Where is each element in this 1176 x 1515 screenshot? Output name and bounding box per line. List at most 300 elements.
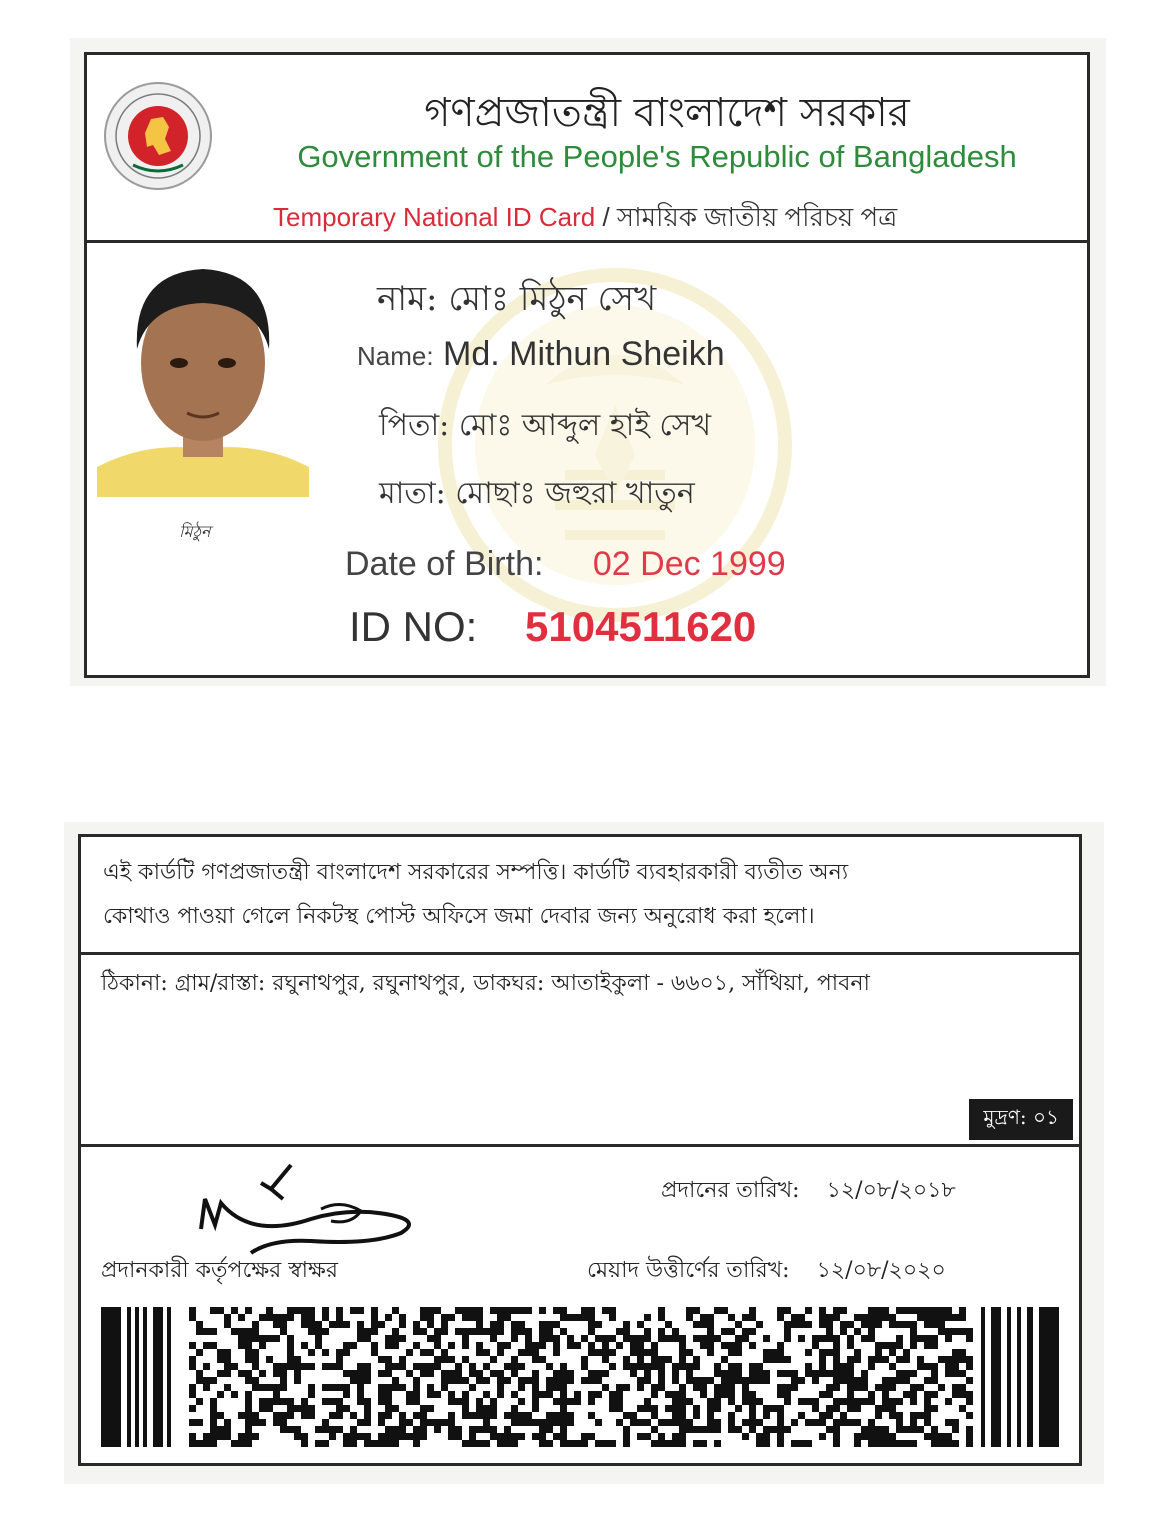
barcode-module [427,1363,434,1370]
barcode-module [532,1342,539,1349]
barcode-module [700,1384,707,1391]
barcode-module [938,1321,945,1328]
barcode-module [644,1370,651,1377]
barcode-module [392,1426,399,1433]
barcode-module [602,1335,609,1342]
barcode-module [812,1405,819,1412]
barcode-module [749,1363,756,1370]
barcode-module [539,1426,546,1433]
barcode-module [301,1433,308,1440]
barcode-module [245,1328,252,1335]
barcode-module [637,1356,644,1363]
barcode-module [581,1363,588,1370]
barcode-module [854,1356,861,1363]
barcode-module [616,1398,623,1405]
barcode-module [315,1440,322,1447]
barcode-module [153,1307,163,1447]
barcode-module [819,1335,826,1342]
barcode-module [420,1426,427,1433]
barcode-module [777,1349,784,1356]
barcode-module [931,1307,938,1314]
barcode-module [336,1321,343,1328]
barcode-module [763,1370,770,1377]
barcode-module [742,1328,749,1335]
barcode-module [602,1370,609,1377]
barcode-module [378,1412,385,1419]
barcode-module [301,1398,308,1405]
barcode-module [532,1433,539,1440]
barcode-module [644,1405,651,1412]
barcode-module [301,1321,308,1328]
id-card-back [78,834,1082,1466]
barcode-module [889,1433,896,1440]
barcode-module [791,1419,798,1426]
barcode-module [742,1335,749,1342]
barcode-module [735,1377,742,1384]
barcode-module [868,1356,875,1363]
barcode-module [371,1342,378,1349]
barcode-module [427,1335,434,1342]
barcode-module [560,1384,567,1391]
barcode-module [861,1433,868,1440]
barcode-module [420,1370,427,1377]
barcode-module [889,1349,896,1356]
barcode-module [588,1349,595,1356]
barcode-module [385,1391,392,1398]
barcode-module [616,1342,623,1349]
barcode-module [847,1335,854,1342]
barcode-module [595,1335,602,1342]
barcode-module [406,1433,413,1440]
name-bangla-label: নাম: [377,279,438,319]
barcode-module [504,1433,511,1440]
barcode-module [343,1370,350,1377]
barcode-module [476,1314,483,1321]
barcode-module [245,1349,252,1356]
barcode-module [476,1440,483,1447]
barcode-module [742,1433,749,1440]
barcode-module [826,1328,833,1335]
barcode-module [658,1419,665,1426]
barcode-module [518,1377,525,1384]
barcode-module [826,1370,833,1377]
barcode-module [721,1356,728,1363]
barcode-module [707,1342,714,1349]
barcode-module [252,1349,259,1356]
barcode-module [245,1370,252,1377]
barcode-module [329,1412,336,1419]
barcode-module [945,1433,952,1440]
barcode-module [490,1370,497,1377]
barcode-module [546,1335,553,1342]
barcode-module [238,1433,245,1440]
barcode-module [812,1335,819,1342]
barcode-module [896,1335,903,1342]
barcode-module [875,1440,882,1447]
barcode-module [952,1419,959,1426]
expiry-date-value: ১২/০৮/২০২০ [816,1258,946,1283]
barcode-module [546,1363,553,1370]
barcode-module [889,1440,896,1447]
barcode-module [448,1356,455,1363]
barcode-module [343,1342,350,1349]
barcode-module [238,1314,245,1321]
barcode-module [420,1314,427,1321]
barcode-module [322,1314,329,1321]
barcode-module [588,1321,595,1328]
barcode-module [679,1412,686,1419]
barcode-module [301,1405,308,1412]
barcode-module [574,1391,581,1398]
barcode-module [812,1370,819,1377]
barcode-module [483,1412,490,1419]
barcode-module [833,1307,840,1314]
barcode-module [385,1363,392,1370]
barcode-module [301,1412,308,1419]
barcode-module [378,1398,385,1405]
barcode-module [273,1412,280,1419]
barcode-module [490,1356,497,1363]
barcode-module [385,1412,392,1419]
barcode-module [981,1307,985,1447]
barcode-module [567,1419,574,1426]
barcode-module [735,1426,742,1433]
barcode-module [357,1377,364,1384]
barcode-module [714,1391,721,1398]
barcode-module [945,1356,952,1363]
barcode-module [896,1398,903,1405]
barcode-module [301,1363,308,1370]
barcode-module [392,1335,399,1342]
expiry-date-label: মেয়াদ উত্তীর্ণের তারিখ: [587,1258,790,1283]
barcode-module [462,1377,469,1384]
barcode-module [784,1426,791,1433]
barcode-module [763,1349,770,1356]
barcode-module [819,1370,826,1377]
barcode-module [868,1321,875,1328]
barcode-module [889,1342,896,1349]
barcode-module [385,1370,392,1377]
barcode-module [532,1398,539,1405]
barcode-module [567,1335,574,1342]
barcode-module [301,1314,308,1321]
barcode-module [371,1328,378,1335]
barcode-module [637,1405,644,1412]
barcode-module [371,1314,378,1321]
barcode-module [364,1377,371,1384]
barcode-module [819,1412,826,1419]
barcode-module [553,1349,560,1356]
barcode-module [315,1342,322,1349]
barcode-module [336,1363,343,1370]
barcode-module [322,1398,329,1405]
barcode-module [322,1349,329,1356]
barcode-module [910,1440,917,1447]
barcode-module [329,1363,336,1370]
barcode-module [385,1426,392,1433]
barcode-module [630,1363,637,1370]
barcode-module [623,1363,630,1370]
barcode-module [651,1391,658,1398]
barcode-module [266,1356,273,1363]
barcode-module [196,1377,203,1384]
barcode-module [875,1405,882,1412]
barcode-module [875,1349,882,1356]
barcode-module [630,1335,637,1342]
barcode-module [259,1314,266,1321]
barcode-module [777,1405,784,1412]
signature-label: প্রদানকারী কর্তৃপক্ষের স্বাক্ষর [101,1258,338,1283]
barcode-module [245,1405,252,1412]
barcode-module [777,1370,784,1377]
barcode-module [707,1398,714,1405]
barcode-module [441,1328,448,1335]
barcode-module [595,1377,602,1384]
barcode-module [812,1342,819,1349]
barcode-module [308,1349,315,1356]
barcode-module [420,1349,427,1356]
barcode-module [805,1363,812,1370]
barcode-module [143,1307,147,1447]
barcode-module [952,1328,959,1335]
barcode-module [924,1363,931,1370]
barcode-module [644,1335,651,1342]
barcode-module [686,1314,693,1321]
barcode-module [336,1398,343,1405]
barcode-module [483,1377,490,1384]
barcode-module [238,1412,245,1419]
barcode-module [763,1335,770,1342]
barcode-module [616,1328,623,1335]
barcode-module [868,1335,875,1342]
barcode-module [245,1342,252,1349]
barcode-module [511,1307,518,1314]
barcode-module [735,1370,742,1377]
barcode-module [763,1440,770,1447]
barcode-module [735,1363,742,1370]
barcode-module [651,1426,658,1433]
barcode-module [462,1328,469,1335]
barcode-module [756,1321,763,1328]
barcode-module [252,1412,259,1419]
barcode-module [728,1349,735,1356]
barcode-module [679,1426,686,1433]
barcode-module [483,1391,490,1398]
barcode-module [196,1419,203,1426]
barcode-module [924,1398,931,1405]
barcode-module [924,1342,931,1349]
barcode-module [798,1377,805,1384]
barcode-module [700,1377,707,1384]
barcode-module [378,1391,385,1398]
barcode-module [805,1370,812,1377]
barcode-module [490,1335,497,1342]
barcode-module [609,1307,616,1314]
barcode-module [833,1384,840,1391]
barcode-module [336,1412,343,1419]
barcode-module [273,1391,280,1398]
barcode-module [553,1321,560,1328]
barcode-module [742,1398,749,1405]
barcode-module [735,1349,742,1356]
barcode-module [553,1307,560,1314]
barcode-module [924,1391,931,1398]
barcode-module [833,1405,840,1412]
barcode-module [917,1412,924,1419]
barcode-module [819,1391,826,1398]
barcode-module [924,1321,931,1328]
barcode-module [882,1384,889,1391]
barcode-module [889,1314,896,1321]
name-bangla-row [377,273,656,330]
barcode-module [399,1335,406,1342]
barcode-module [385,1384,392,1391]
barcode-module [763,1426,770,1433]
barcode-module [952,1356,959,1363]
barcode-module [854,1349,861,1356]
barcode-module [413,1384,420,1391]
barcode-module [448,1398,455,1405]
barcode-module [924,1419,931,1426]
barcode-module [364,1363,371,1370]
barcode-module [497,1342,504,1349]
barcode-module [525,1412,532,1419]
barcode-module [217,1356,224,1363]
barcode-module [280,1321,287,1328]
barcode-module [784,1321,791,1328]
barcode-module [784,1384,791,1391]
barcode-module [210,1419,217,1426]
barcode-module [959,1370,966,1377]
barcode-module [847,1384,854,1391]
barcode-module [357,1363,364,1370]
barcode-module [952,1363,959,1370]
barcode-module [917,1314,924,1321]
barcode-module [749,1328,756,1335]
barcode-module [686,1349,693,1356]
barcode-module [882,1391,889,1398]
barcode-module [448,1412,455,1419]
barcode-module [588,1391,595,1398]
barcode-module [511,1321,518,1328]
barcode-module [651,1384,658,1391]
barcode-module [819,1433,826,1440]
barcode-module [518,1307,525,1314]
barcode-module [532,1405,539,1412]
barcode-module [966,1356,973,1363]
barcode-module [217,1307,224,1314]
barcode-module [497,1307,504,1314]
barcode-module [791,1314,798,1321]
barcode-module [455,1377,462,1384]
barcode-module [707,1405,714,1412]
barcode-module [581,1356,588,1363]
barcode-module [798,1440,805,1447]
barcode-module [910,1307,917,1314]
barcode-module [826,1335,833,1342]
barcode-module [385,1398,392,1405]
barcode-module [833,1314,840,1321]
barcode-module [805,1307,812,1314]
barcode-module [224,1433,231,1440]
barcode-module [525,1307,532,1314]
barcode-module [560,1391,567,1398]
barcode-module [224,1356,231,1363]
barcode-module [637,1349,644,1356]
barcode-module [910,1398,917,1405]
barcode-module [763,1433,770,1440]
barcode-module [847,1405,854,1412]
barcode-module [651,1440,658,1447]
barcode-module [539,1342,546,1349]
barcode-module [539,1419,546,1426]
barcode-module [245,1307,252,1314]
barcode-module [637,1363,644,1370]
barcode-module [399,1314,406,1321]
barcode-module [931,1433,938,1440]
barcode-module [959,1391,966,1398]
barcode-module [434,1426,441,1433]
barcode-module [882,1377,889,1384]
barcode-module [756,1363,763,1370]
barcode-module [784,1335,791,1342]
barcode-module [637,1342,644,1349]
barcode-module [217,1412,224,1419]
barcode-module [966,1433,973,1440]
barcode-module [245,1440,252,1447]
barcode-module [721,1342,728,1349]
barcode-module [847,1342,854,1349]
barcode-module [833,1426,840,1433]
barcode-module [245,1412,252,1419]
barcode-module [644,1433,651,1440]
barcode-module [252,1377,259,1384]
barcode-module [840,1328,847,1335]
barcode-module [497,1314,504,1321]
barcode-module [518,1363,525,1370]
barcode-module [371,1321,378,1328]
barcode-module [763,1412,770,1419]
id-card-front [84,52,1090,678]
barcode-module [273,1321,280,1328]
barcode-module [910,1426,917,1433]
barcode-module [546,1440,553,1447]
barcode-module [448,1342,455,1349]
barcode-module [518,1349,525,1356]
barcode-module [378,1419,385,1426]
barcode-module [756,1398,763,1405]
barcode-module [574,1398,581,1405]
barcode-module [490,1433,497,1440]
barcode-module [231,1391,238,1398]
barcode-module [196,1440,203,1447]
barcode-module [385,1335,392,1342]
barcode-module [483,1363,490,1370]
barcode-module [490,1328,497,1335]
barcode-module [252,1321,259,1328]
barcode-module [266,1307,273,1314]
barcode-module [259,1405,266,1412]
barcode-module [336,1405,343,1412]
barcode-module [567,1398,574,1405]
barcode-module [224,1370,231,1377]
barcode-module [665,1419,672,1426]
barcode-module [406,1370,413,1377]
notice-line-1: এই কার্ডটি গণপ্রজাতন্ত্রী বাংলাদেশ সরকারের সম্পত্তি। কার্ডটি ব্যবহারকারী ব্যতীত অন্য [103,860,849,885]
barcode-module [336,1314,343,1321]
barcode-module [588,1342,595,1349]
barcode-module [553,1412,560,1419]
